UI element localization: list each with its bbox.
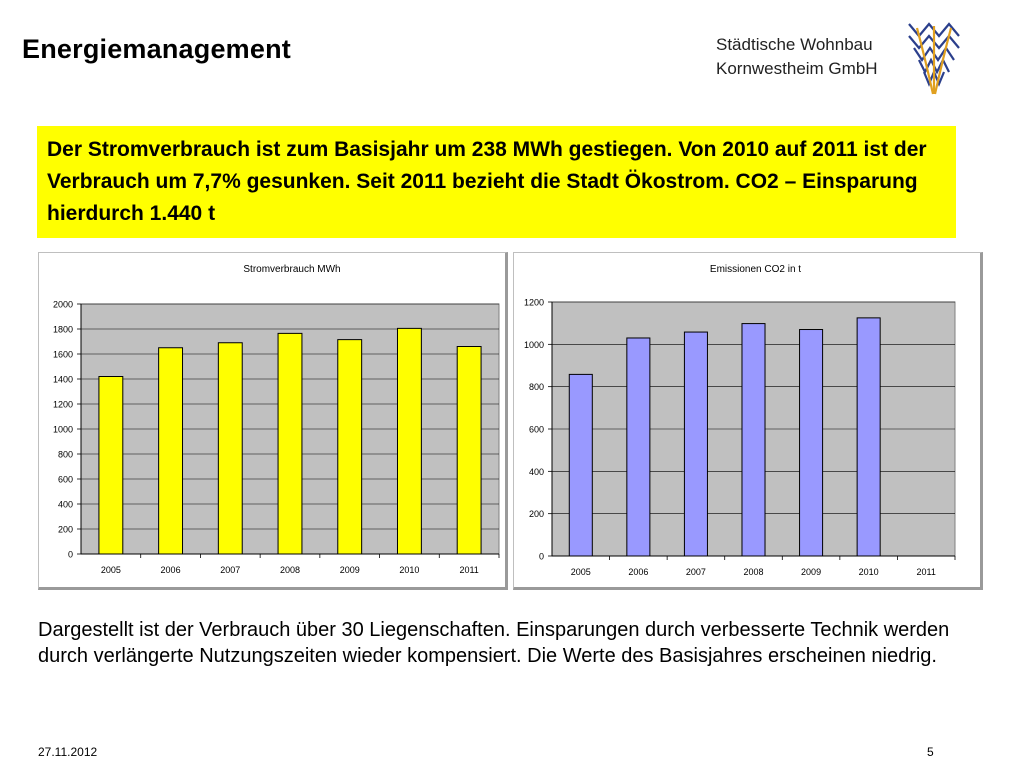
bar-co2-2009 bbox=[800, 330, 823, 556]
chart-title: Stromverbrauch MWh bbox=[243, 264, 341, 275]
bar-co2-2007 bbox=[684, 332, 707, 556]
bar-co2-2006 bbox=[627, 338, 650, 556]
page-title: Energiemanagement bbox=[22, 34, 291, 64]
page-number: 5 bbox=[927, 745, 934, 759]
bar-co2-2008 bbox=[742, 324, 765, 556]
y-tick-label: 200 bbox=[57, 524, 73, 535]
bar-strom-2007 bbox=[218, 343, 242, 554]
chart-emissionen-svg bbox=[514, 253, 979, 586]
x-tick-label: 2008 bbox=[743, 567, 764, 577]
x-tick-label: 2006 bbox=[628, 567, 649, 577]
company-logo bbox=[905, 18, 963, 98]
y-tick-label: 600 bbox=[528, 424, 544, 435]
bar-strom-2006 bbox=[159, 348, 183, 554]
company-name-line2: Kornwestheim GmbH bbox=[716, 59, 878, 78]
y-tick-label: 1200 bbox=[523, 297, 544, 308]
bar-co2-2005 bbox=[569, 374, 592, 556]
bar-strom-2010 bbox=[397, 328, 421, 554]
bar-strom-2008 bbox=[278, 333, 302, 554]
company-name-line1: Städtische Wohnbau bbox=[716, 35, 873, 54]
chart-stromverbrauch-svg bbox=[39, 253, 504, 586]
x-tick-label: 2011 bbox=[916, 567, 936, 577]
y-tick-label: 1800 bbox=[52, 324, 73, 335]
y-tick-label: 400 bbox=[57, 499, 73, 510]
company-name bbox=[716, 33, 878, 81]
bar-strom-2009 bbox=[338, 340, 362, 554]
highlight-box: Der Stromverbrauch ist zum Basisjahr um 238 MWh gestiegen. Von 2010 auf 2011 ist der Verbrauch um 7,7% gesunken. Seit 2011 bezieht die Stadt Ökostrom. CO2 – Einsparung hierdurch 1.440 t bbox=[37, 126, 956, 238]
y-tick-label: 1200 bbox=[52, 399, 73, 410]
y-tick-label: 200 bbox=[528, 509, 544, 520]
y-tick-label: 800 bbox=[57, 449, 73, 460]
y-tick-label: 0 bbox=[67, 549, 73, 560]
x-tick-label: 2010 bbox=[858, 567, 879, 577]
bar-co2-2010 bbox=[857, 318, 880, 556]
x-tick-label: 2010 bbox=[399, 565, 420, 575]
y-tick-label: 600 bbox=[57, 474, 73, 485]
x-tick-label: 2007 bbox=[220, 565, 241, 575]
chart-emissionen bbox=[513, 252, 983, 590]
y-tick-label: 1600 bbox=[52, 349, 73, 360]
y-tick-label: 1000 bbox=[52, 424, 73, 435]
x-tick-label: 2007 bbox=[685, 567, 706, 577]
y-tick-label: 800 bbox=[528, 382, 544, 393]
x-tick-label: 2005 bbox=[100, 565, 121, 575]
chart-stromverbrauch bbox=[38, 252, 508, 590]
description-text: Dargestellt ist der Verbrauch über 30 Liegenschaften. Einsparungen durch verbesserte Technik werden durch verlängerte Nutzungszeiten wieder kompensiert. Die Werte des Basisjahres erscheinen niedrig. bbox=[38, 619, 950, 667]
y-tick-label: 400 bbox=[528, 466, 544, 477]
y-tick-label: 1400 bbox=[52, 374, 73, 385]
x-tick-label: 2008 bbox=[279, 565, 301, 575]
bar-strom-2011 bbox=[457, 347, 481, 555]
x-tick-label: 2009 bbox=[801, 567, 822, 577]
x-tick-label: 2011 bbox=[459, 565, 479, 575]
y-tick-label: 2000 bbox=[52, 299, 73, 310]
y-tick-label: 0 bbox=[538, 551, 544, 562]
x-tick-label: 2009 bbox=[339, 565, 360, 575]
footer-date: 27.11.2012 bbox=[38, 745, 98, 759]
bar-strom-2005 bbox=[99, 377, 123, 555]
y-tick-label: 1000 bbox=[523, 339, 544, 350]
x-tick-label: 2006 bbox=[160, 565, 181, 575]
chart-title: Emissionen CO2 in t bbox=[709, 264, 802, 275]
x-tick-label: 2005 bbox=[570, 567, 591, 577]
